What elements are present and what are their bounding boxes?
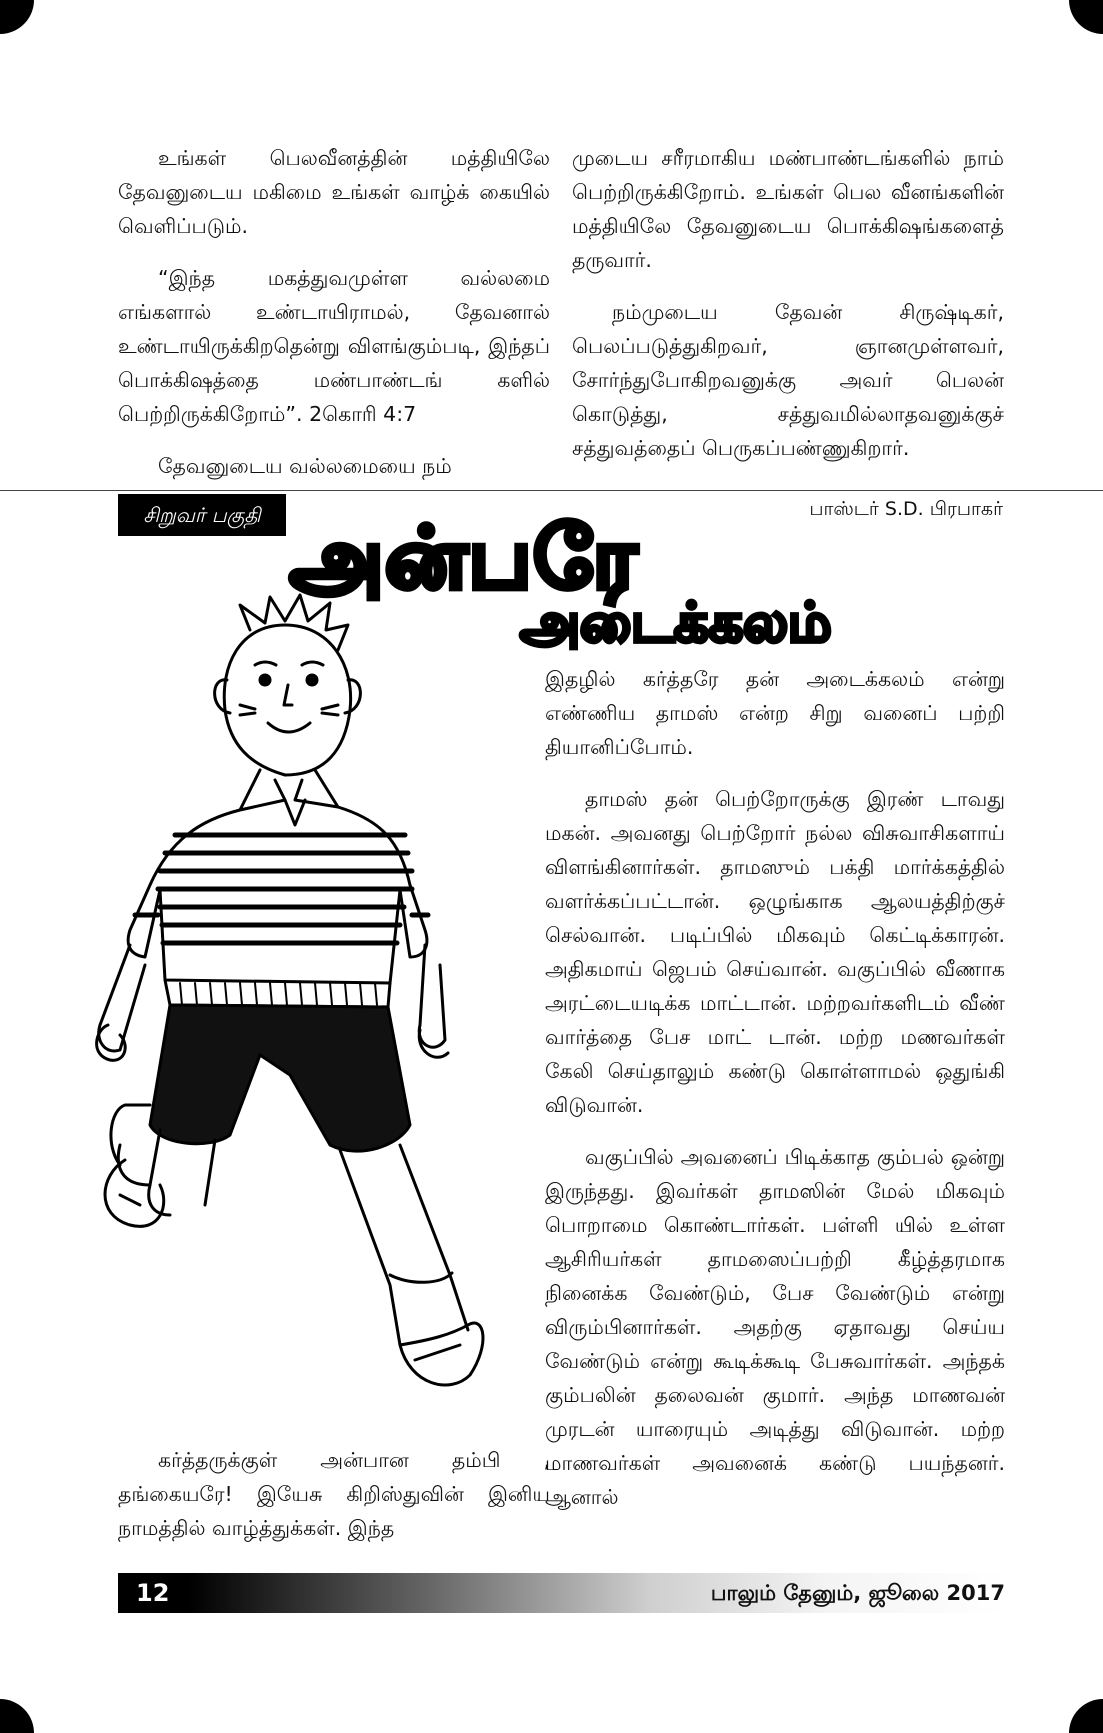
paragraph: இதழில் கர்த்தரே தன் அடைக்கலம் என்று எண்ணிய தாமஸ் என்ற சிறு வனைப் பற்றி தியானிப்போம். (545, 667, 1005, 759)
paragraph: முடைய சரீரமாகிய மண்பாண்டங்களில் நாம் பெற்றிருக்கிறோம். உங்கள் பெல வீனங்களின் மத்தியிலே தேவனுடைய பொக்கிஷங்களைத் தருவார். (572, 146, 1004, 272)
paragraph: தேவனுடைய வல்லமையை நம் (158, 454, 452, 478)
paragraph: கர்த்தருக்குள் அன்பான தம்பி , தங்கையரே! இயேசு கிறிஸ்துவின் இனிய நாமத்தில் வாழ்த்துக்கள். இந்த (118, 1448, 550, 1540)
running-boy-illustration (90, 585, 560, 1445)
bible-quote: “இந்த மகத்துவமுள்ள வல்லமை எங்களால் உண்டாயிராமல், தேவனால் உண்டாயிருக்கிறதென்று விளங்கும்படி, இந்தப் பொக்கிஷத்தை மண்பாண்டங் களில் பெற்றிருக்கிறோம்”. 2கொரி 4:7 (118, 266, 550, 426)
top-right-column (572, 141, 1004, 483)
paragraph: வகுப்பில் அவனைப் பிடிக்காத கும்பல் ஒன்று இருந்தது. இவர்கள் தாமஸின் மேல் மிகவும் பொறாமை கொண்டார்கள். பள்ளி யில் உள்ள ஆசிரியர்கள் தாமஸைப்பற்றி கீழ்த்தரமாக நினைக்க வேண்டும், பேச வேண்டும் என்று விரும்பினார்கள். அதற்கு ஏதாவது செய்ய வேண்டும் என்று கூடிக்கூடி பேசுவார்கள். அந்தக் கும்பலின் தலைவன் குமார். அந்த மாணவன் முரடன் யாரையும் அடித்து விடுவான். மற்ற மாணவர்கள் அவனைக் கண்டு பயந்தனர். ஆனால் (545, 1145, 1005, 1509)
section-tag: சிறுவர் பகுதி (118, 494, 286, 536)
corner-mark (0, 1699, 34, 1733)
author-name: பாஸ்டர் S.D. பிரபாகர் (809, 498, 1003, 520)
top-left-column (118, 141, 550, 501)
paragraph: தாமஸ் தன் பெற்றோருக்கு இரண் டாவது மகன். அவனது பெற்றோர் நல்ல விசுவாசிகளாய் விளங்கினார்கள். தாமஸும் பக்தி மார்க்கத்தில் வளர்க்கப்பட்டான். ஒழுங்காக ஆலயத்திற்குச் செல்வான். படிப்பில் மிகவும் கெட்டிக்காரன். அதிகமாய் ஜெபம் செய்வான். வகுப்பில் வீணாக அரட்டையடிக்க மாட்டான். மற்றவர்களிடம் வீண் வார்த்தை பேச மாட் டான். மற்ற மணவர்கள் கேலி செய்தாலும் கண்டு கொள்ளாமல் ஒதுங்கி விடுவான். (545, 787, 1005, 1117)
paragraph: நம்முடைய தேவன் சிருஷ்டிகர், பெலப்படுத்துகிறவர், ஞானமுள்ளவர், சோர்ந்துபோகிறவனுக்கு அவர் பெலன் கொடுத்து, சத்துவமில்லாதவனுக்குச் சத்துவத்தைப் பெருகப்பண்ணுகிறார். (572, 300, 1004, 460)
article-title-line2: அடைக்கலம் (520, 591, 832, 654)
magazine-issue: பாலும் தேனும், ஜூலை 2017 (710, 1581, 1005, 1605)
corner-mark (1069, 0, 1103, 34)
corner-mark (1069, 1699, 1103, 1733)
article-left-column (118, 1443, 550, 1563)
corner-mark (0, 0, 34, 34)
article-right-column (545, 662, 1005, 1532)
paragraph: உங்கள் பெலவீனத்தின் மத்தியிலே தேவனுடைய மகிமை உங்கள் வாழ்க் கையில் வெளிப்படும். (118, 146, 550, 238)
section-divider (0, 490, 1103, 491)
page-number: 12 (136, 1579, 170, 1607)
article-title-line1: அன்பரே (290, 509, 639, 607)
